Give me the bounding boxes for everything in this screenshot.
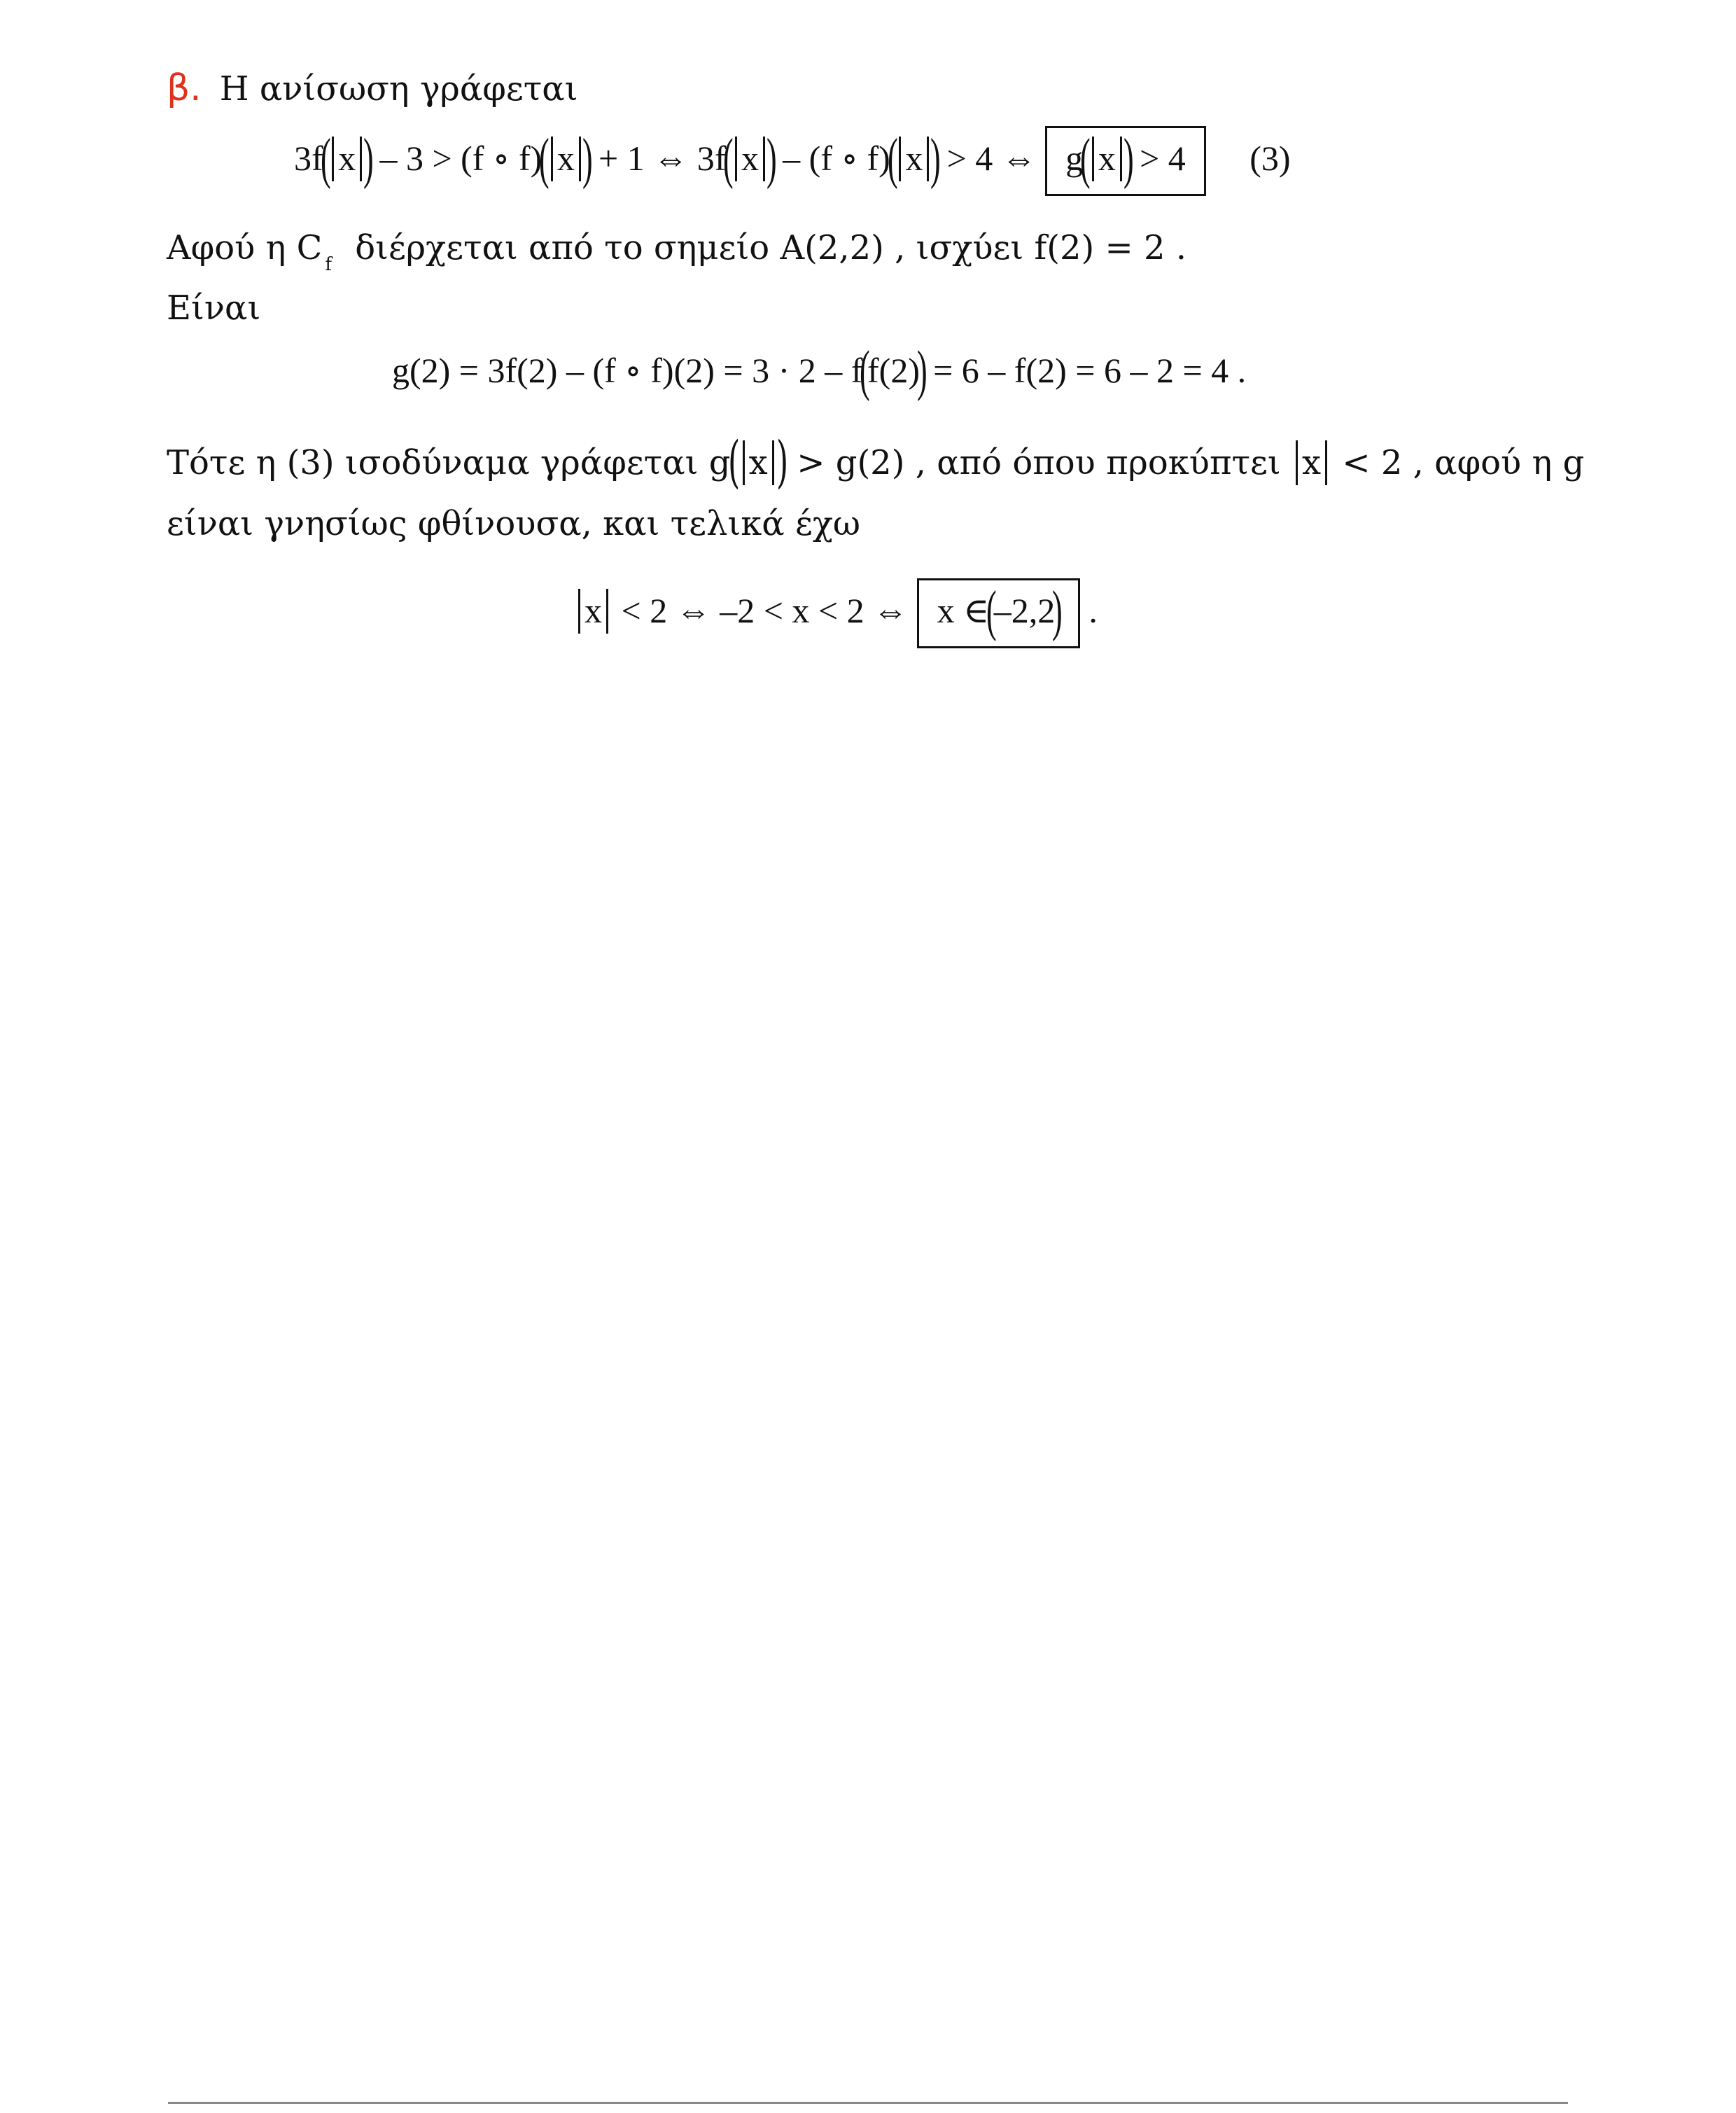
eq-part: < 2 ⇔ –2 < x < 2 ⇔	[621, 591, 909, 630]
abs-bar	[1325, 440, 1327, 485]
abs-bar	[1092, 137, 1094, 181]
abs-bar	[763, 137, 765, 181]
abs-bar	[743, 440, 745, 485]
eq-part: g	[1065, 139, 1084, 178]
inequality-equation	[294, 126, 1291, 196]
paren-open: (	[723, 128, 734, 190]
text: < 2 , αφού η g	[1342, 443, 1585, 482]
eq-part: = 6 – f(2) = 6 – 2 = 4 .	[933, 351, 1247, 390]
eq-part: > 4	[1140, 139, 1186, 178]
subscript-f: f	[325, 254, 332, 275]
paren-close: )	[766, 128, 777, 190]
paren-open: (	[986, 580, 997, 642]
einai-text: Είναι	[167, 288, 261, 328]
abs-bar	[1296, 440, 1298, 485]
equation-tag: (3)	[1250, 139, 1291, 178]
var-x: x	[338, 139, 356, 178]
final-equation	[574, 578, 1098, 648]
eq-part: + 1 ⇔ 3f	[598, 139, 727, 178]
eq-part: – 3 > (f ∘ f)	[379, 139, 542, 178]
paren-close: )	[1123, 128, 1134, 190]
paren-close: )	[363, 128, 374, 190]
abs-bar	[606, 589, 608, 634]
eq-part: f(2)	[867, 351, 920, 390]
paren-open: (	[860, 340, 871, 402]
text: Αφού η C	[167, 228, 323, 267]
paren-open: (	[320, 128, 331, 190]
g2-equation	[392, 340, 1247, 402]
abs-bar	[899, 137, 901, 181]
paren-close: )	[930, 128, 941, 190]
paren-open: (	[887, 128, 898, 190]
text: > g(2) , από όπου προκύπτει	[797, 443, 1281, 482]
abs-bar	[579, 137, 581, 181]
abs-bar	[578, 589, 580, 634]
paren-close: )	[776, 429, 788, 494]
footer-divider	[168, 2102, 1568, 2104]
abs-bar	[360, 137, 362, 181]
eq-part: – (f ∘ f)	[783, 139, 890, 178]
section-b-heading	[167, 67, 578, 109]
var-x: x	[556, 139, 575, 178]
eq-part: x ∈	[937, 591, 990, 630]
paren-close: )	[1052, 580, 1063, 642]
text: Τότε η (3) ισοδύναμα γράφεται g	[167, 443, 731, 482]
eq-part: .	[1088, 591, 1098, 630]
tote-statement	[167, 429, 1585, 494]
var-x: x	[905, 139, 923, 178]
var-x: x	[1302, 443, 1322, 482]
paren-open: (	[539, 128, 550, 190]
conclusion-statement: είναι γνησίως φθίνουσα, και τελικά έχω	[167, 504, 861, 543]
boxed-result	[1045, 126, 1205, 196]
abs-bar	[772, 440, 774, 485]
point-statement	[167, 228, 1187, 275]
paren-open: (	[1080, 128, 1091, 190]
paren-close: )	[582, 128, 593, 190]
section-intro: Η ανίσωση γράφεται	[219, 69, 578, 109]
abs-bar	[927, 137, 929, 181]
text: διέρχεται από το σημείο A(2,2) , ισχύει f(2) = 2 .	[355, 228, 1187, 267]
var-x: x	[1098, 139, 1116, 178]
eq-part: g(2) = 3f(2) – (f ∘ f)(2) = 3 · 2 – f	[392, 351, 863, 390]
abs-bar	[735, 137, 737, 181]
section-label: β.	[167, 67, 202, 109]
abs-bar	[1120, 137, 1122, 181]
var-x: x	[584, 591, 602, 630]
var-x: x	[748, 443, 768, 482]
eq-part: 3f	[294, 139, 323, 178]
abs-bar	[551, 137, 553, 181]
paren-close: )	[916, 340, 927, 402]
abs-bar	[332, 137, 334, 181]
boxed-final	[917, 578, 1080, 648]
eq-part: > 4 ⇔	[946, 139, 1037, 178]
paren-open: (	[728, 429, 741, 494]
eq-part: –2,2	[993, 591, 1056, 630]
var-x: x	[741, 139, 760, 178]
